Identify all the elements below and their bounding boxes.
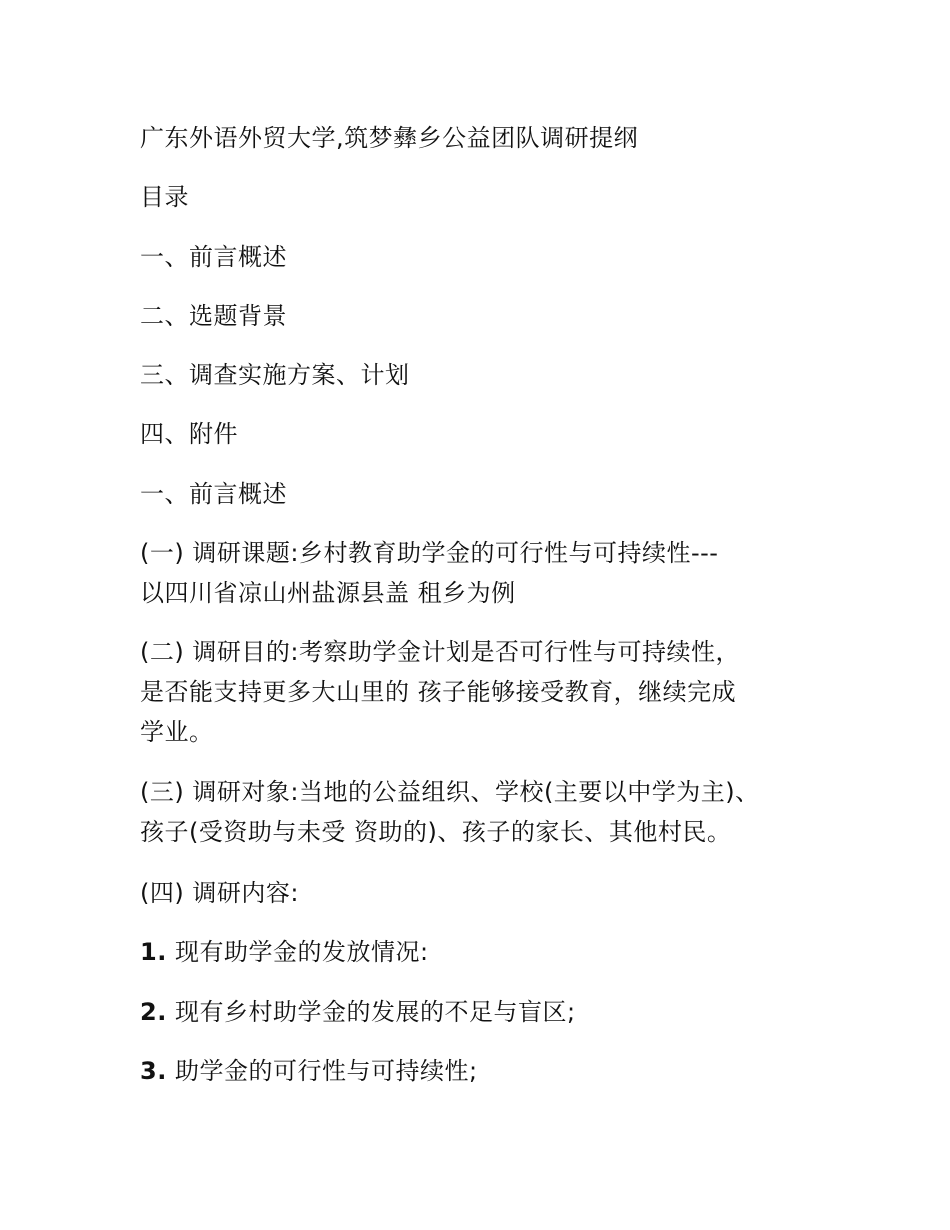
research-topic-paragraph [140, 533, 820, 613]
paragraph-line: 孩子(受资助与未受 资助的)、孩子的家长、其他村民。 [140, 818, 732, 846]
toc-heading: 目录 [140, 183, 189, 211]
toc-item: 三、调查实施方案、计划 [140, 361, 410, 389]
list-number: 2. [140, 998, 167, 1026]
list-text: 助学金的可行性与可持续性; [174, 1057, 478, 1085]
content-list-item [140, 1051, 820, 1091]
research-content-heading: (四) 调研内容: [140, 879, 299, 907]
toc-item: 二、选题背景 [140, 302, 287, 330]
research-subjects-paragraph [140, 772, 820, 852]
list-number: 1. [140, 938, 167, 966]
toc-item: 一、前言概述 [140, 243, 287, 271]
list-text: 现有助学金的发放情况: [174, 938, 429, 966]
research-purpose-paragraph [140, 632, 820, 752]
list-text: 现有乡村助学金的发展的不足与盲区; [174, 998, 576, 1026]
content-list-item [140, 932, 820, 972]
paragraph-line: 以四川省凉山州盐源县盖 租乡为例 [140, 579, 516, 607]
paragraph-line: (二) 调研目的:考察助学金计划是否可行性与可持续性， [140, 638, 740, 666]
paragraph-line: 学业。 [140, 718, 214, 746]
content-list-item [140, 992, 820, 1032]
section-heading: 一、前言概述 [140, 480, 287, 508]
paragraph-line: (一) 调研课题:乡村教育助学金的可行性与可持续性--- [140, 539, 719, 567]
paragraph-line: 是否能支持更多大山里的 孩子能够接受教育，继续完成 [140, 678, 737, 706]
toc-item: 四、附件 [140, 420, 238, 448]
paragraph-line: (三) 调研对象:当地的公益组织、学校(主要以中学为主)、 [140, 778, 760, 806]
document-title: 广东外语外贸大学,筑梦彝乡公益团队调研提纲 [140, 124, 639, 152]
list-number: 3. [140, 1057, 167, 1085]
